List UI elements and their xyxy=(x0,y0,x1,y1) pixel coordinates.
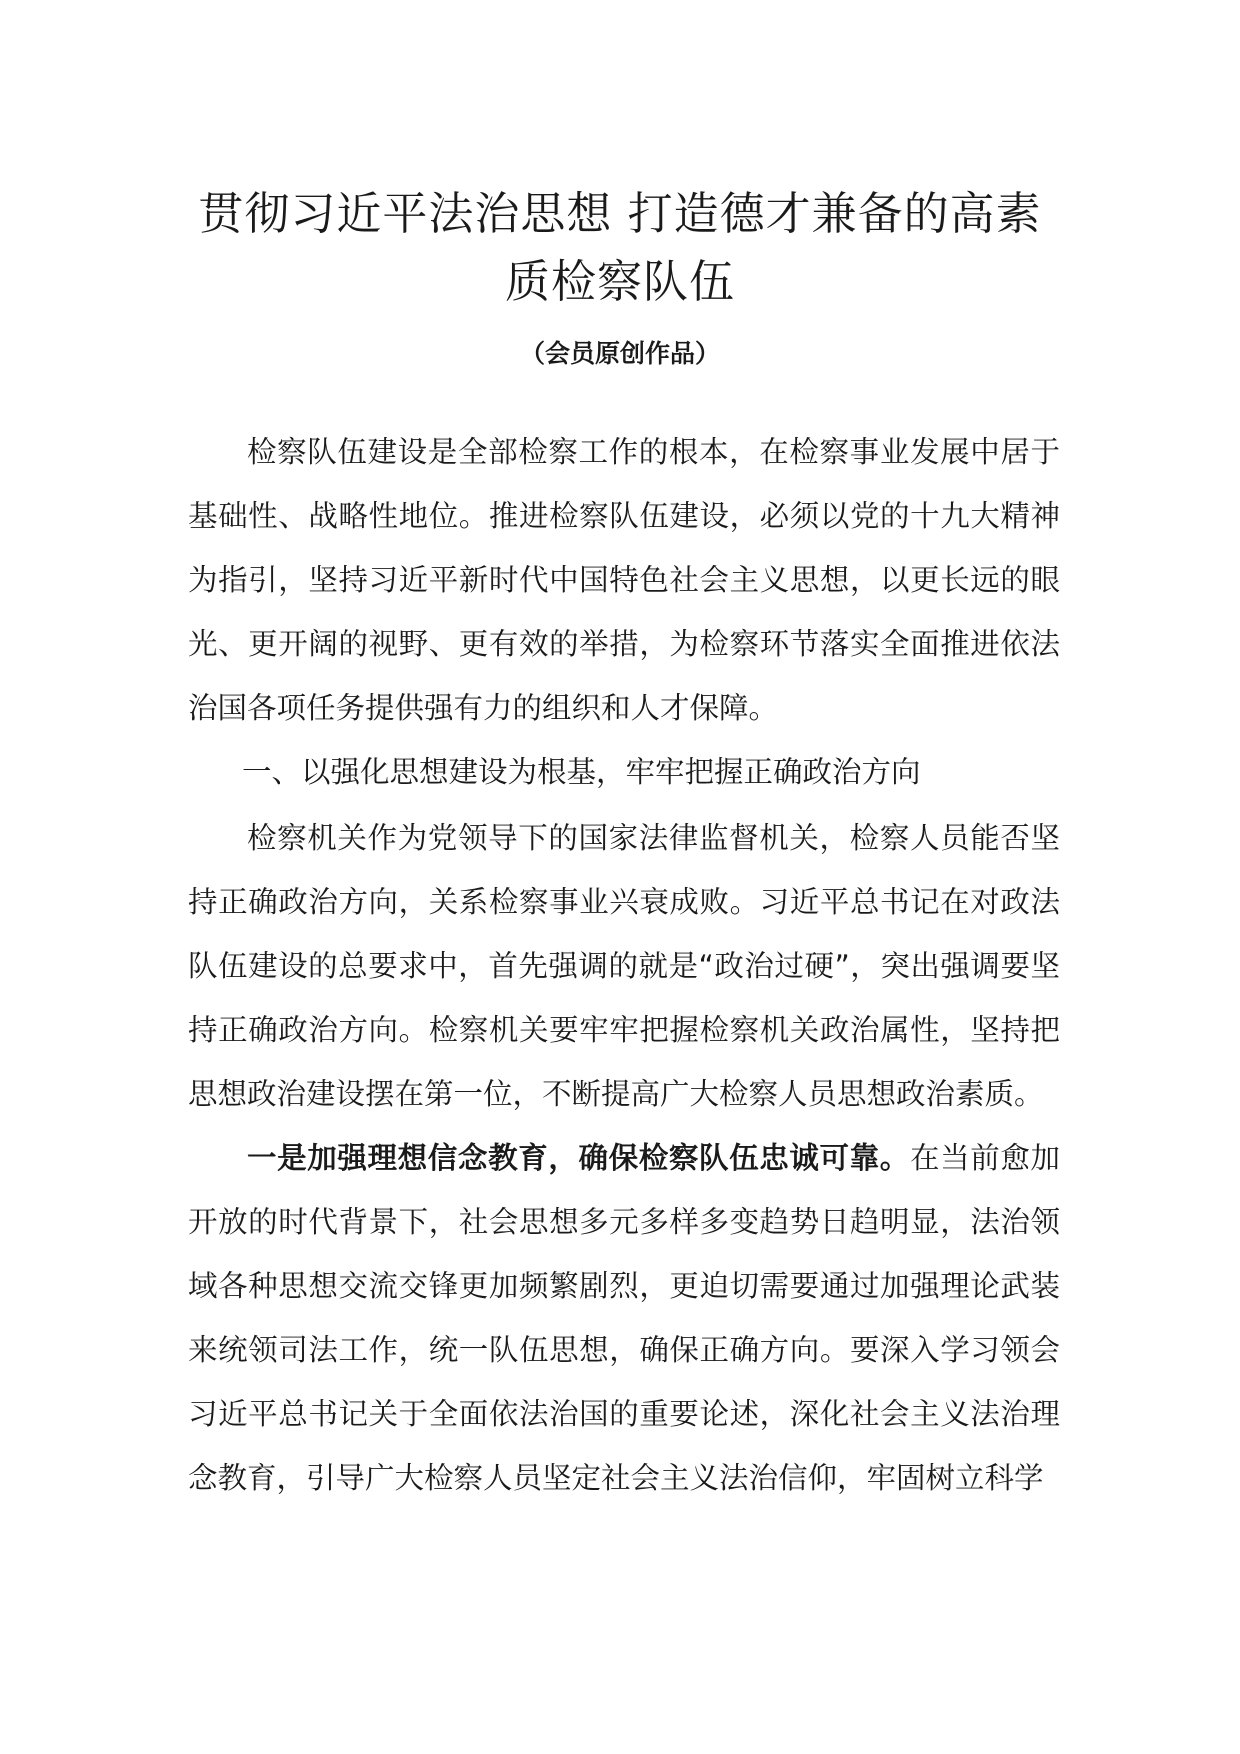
section-heading-1 xyxy=(188,740,1060,806)
title-line-2: 质检察队伍 xyxy=(504,255,735,308)
document-title xyxy=(160,180,1080,316)
document-body xyxy=(188,420,1060,1510)
section-heading-text: 一、以强化思想建设为根基，牢牢把握正确政治方向 xyxy=(242,755,921,789)
document-subtitle: （会员原创作品） xyxy=(519,339,720,368)
paragraph-section-1: 检察机关作为党领导下的国家法律监督机关，检察人员能否坚持正确政治方向，关系检察事业兴衰成败。习近平总书记在对政法队伍建设的总要求中，首先强调的就是“政治过硬”，突出强调要坚持正确政治方向。检察机关要牢牢把握检察机关政治属性，坚持把思想政治建设摆在第一位，不断提高广大检察人员思想政治素质。 xyxy=(188,821,1060,1111)
paragraph-intro: 检察队伍建设是全部检察工作的根本，在检察事业发展中居于基础性、战略性地位。推进检察队伍建设，必须以党的十九大精神为指引，坚持习近平新时代中国特色社会主义思想，以更长远的眼光、更开阔的视野、更有效的举措，为检察环节落实全面推进依法治国各项任务提供强有力的组织和人才保障。 xyxy=(188,435,1060,725)
paragraph-point-1 xyxy=(188,1126,1060,1510)
point-lead-sentence: 一是加强理想信念教育，确保检察队伍忠诚可靠。 xyxy=(247,1141,910,1175)
point-body-text: 在当前愈加开放的时代背景下，社会思想多元多样多变趋势日趋明显，法治领域各种思想交流交锋更加频繁剧烈，更迫切需要通过加强理论武装来统领司法工作，统一队伍思想，确保正确方向。要深入学习领会习近平总书记关于全面依法治国的重要论述，深化社会主义法治理念教育，引导广大检察人员坚定社会主义法治信仰，牢固树立科学 xyxy=(188,1141,1060,1495)
title-line-1: 贯彻习近平法治思想 打造德才兼备的高素 xyxy=(198,187,1042,240)
